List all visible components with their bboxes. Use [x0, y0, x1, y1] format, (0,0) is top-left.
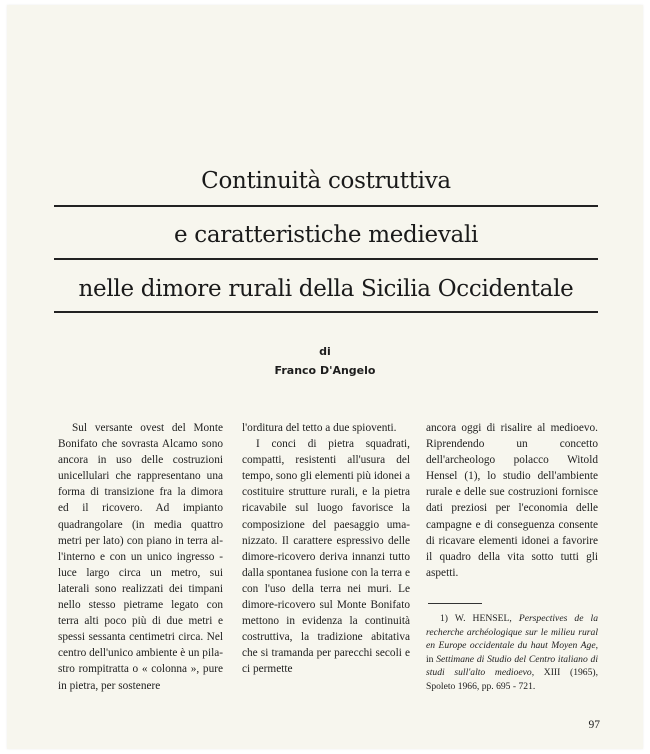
title-rule-1: [54, 205, 598, 207]
page-number: 97: [588, 719, 600, 731]
footnote-prefix: 1) W. HENSEL,: [440, 613, 519, 624]
footnote: [426, 612, 598, 694]
footnote-suffix: , XIII (1965), Spoleto 1966, pp. 695 - 721.: [426, 667, 598, 692]
footnote-mid: , in: [426, 640, 598, 665]
title-line-3: nelle dimore rurali della Sicilia Occidentale: [78, 276, 574, 302]
paragraph: I conci di pietra squadrati, compatti, resistenti all'usura del tempo, sono gli elementi più idonei a costituire strutture rurali, e la pietra ricavabile sul luogo favorisce la composizione del paesaggio umanizzato. Il carattere espressivo delle dimore-ricovero deriva innanzi tutto dalla spontanea fusione con la terra e con l'uso della terra nei muri. Le dimore-ricovero sul Monte Bonifato mettono in evidenza la continuità costruttiva, la tradizione abitativa che si tramanda per parecchi secoli e ci permette: [242, 438, 410, 676]
paragraph: l'orditura del tetto a due spioventi.: [242, 422, 397, 434]
author-name: Franco D'Angelo: [274, 364, 376, 377]
footnote-title: Perspectives de la recherche archéologique sur le milieu rural en Europe occidentale du haut Moyen Age: [426, 613, 598, 652]
footnote-rule: [428, 603, 482, 604]
paragraph: Sul versante ovest del Monte Bonifato che sovrasta Alcamo sono ancora in uso delle costruzioni unicellulari che rappresentano una forma di transizione fra la dimora ed il ricovero. Ad impianto quadrangolare (in media quattro metri per lato) con piano in terra all'interno e con un unico ingresso - luce largo circa un metro, sui laterali sono realizzati dei timpani nello stesso pietrame legato con terra alti poco più di due metri e spessi sessanta centimetri circa. Nel centro dell'unico ambiente è un pilastro rompitratta o « colonna », pure in pietra, per sostenere: [58, 422, 223, 692]
title-line-2: e caratteristiche medievali: [173, 222, 479, 248]
title-line-1: Continuità costruttiva: [201, 168, 451, 194]
title-rule-3: [54, 311, 598, 313]
title-rule-2: [54, 258, 598, 260]
text-column-1: [58, 420, 223, 694]
byline-di: di: [319, 345, 331, 358]
footnote-series: Settimane di Studio del Centro italiano di studi sull'alto medioevo: [426, 653, 598, 679]
text-column-2: [242, 420, 410, 678]
paragraph: ancora oggi di risalire al medioevo. Riprendendo un concetto dell'archeologo polacco Witold Hensel (1), lo studio dell'ambiente rurale e delle sue costruzioni fornisce dati preziosi per l'economia delle campagne e di conseguenza consente di ricavare elementi idonei a favorire il quadro della vita sotto tutti gli aspetti.: [426, 422, 598, 579]
text-column-3: [426, 420, 598, 581]
footnote-text: [426, 612, 598, 694]
